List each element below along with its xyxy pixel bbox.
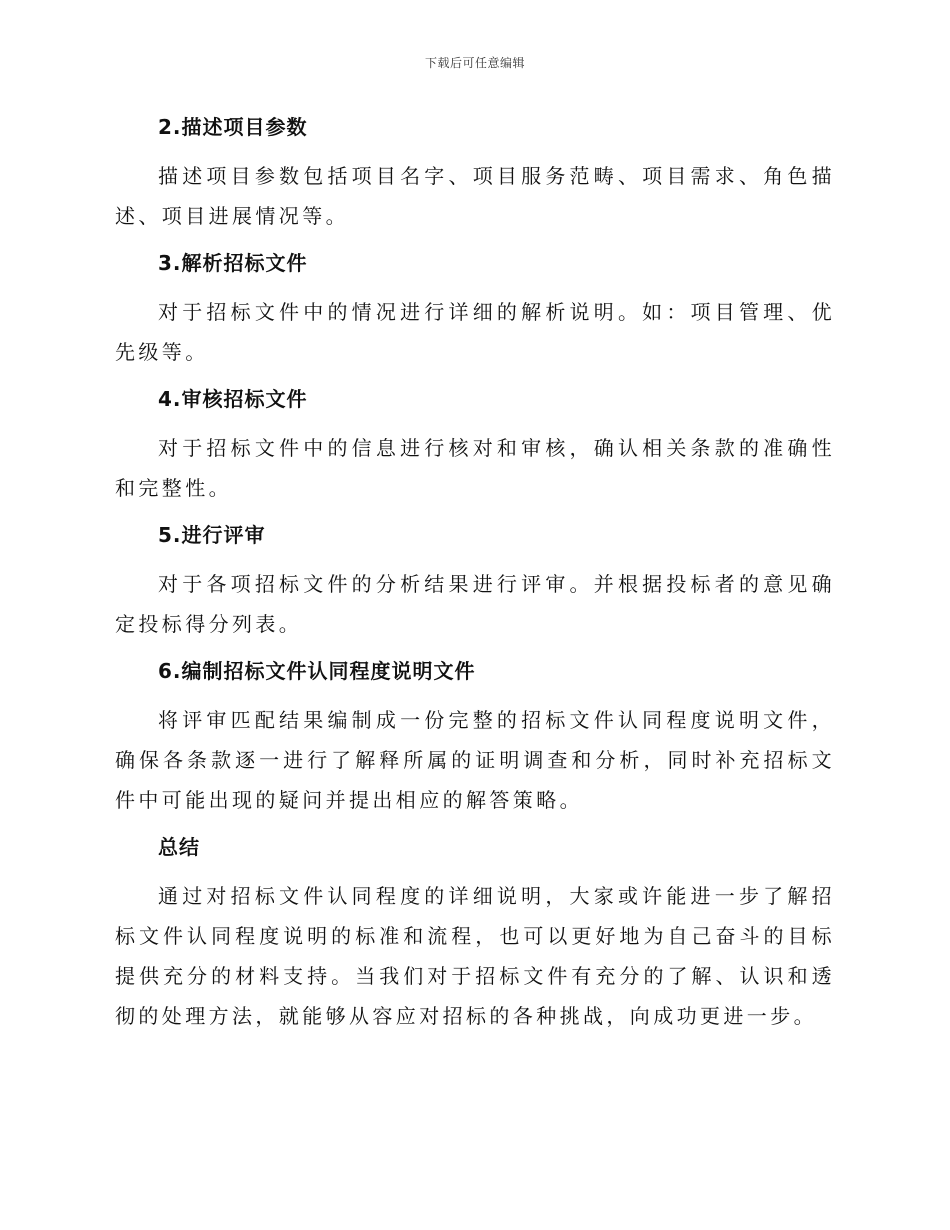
section-heading: 3.解析招标文件	[158, 251, 308, 275]
document-body	[115, 110, 835, 1046]
section-describe-parameters	[115, 110, 835, 236]
section-paragraph: 对于各项招标文件的分析结果进行评审。并根据投标者的意见确定投标得分列表。	[115, 572, 835, 636]
section-paragraph: 描述项目参数包括项目名字、项目服务范畴、项目需求、角色描述、项目进展情况等。	[115, 164, 835, 228]
section-summary	[115, 830, 835, 1036]
section-compile-document	[115, 654, 835, 820]
section-heading: 2.描述项目参数	[158, 115, 308, 139]
page-header: 下载后可任意编辑	[424, 56, 525, 70]
section-parse-tender	[115, 246, 835, 372]
section-paragraph: 对于招标文件中的情况进行详细的解析说明。如：项目管理、优先级等。	[115, 300, 835, 364]
section-paragraph: 将评审匹配结果编制成一份完整的招标文件认同程度说明文件，确保各条款逐一进行了解释所属的证明调查和分析，同时补充招标文件中可能出现的疑问并提出相应的解答策略。	[115, 708, 835, 812]
section-review-tender	[115, 382, 835, 508]
section-heading: 总结	[158, 835, 200, 859]
section-paragraph: 通过对招标文件认同程度的详细说明，大家或许能进一步了解招标文件认同程度说明的标准和流程，也可以更好地为自己奋斗的目标提供充分的材料支持。当我们对于招标文件有充分的了解、认识和透彻的处理方法，就能够从容应对招标的各种挑战，向成功更进一步。	[115, 884, 835, 1028]
section-heading: 6.编制招标文件认同程度说明文件	[158, 659, 476, 683]
section-heading: 5.进行评审	[158, 523, 266, 547]
section-evaluation	[115, 518, 835, 644]
section-paragraph: 对于招标文件中的信息进行核对和审核，确认相关条款的准确性和完整性。	[115, 436, 835, 500]
section-heading: 4.审核招标文件	[158, 387, 308, 411]
